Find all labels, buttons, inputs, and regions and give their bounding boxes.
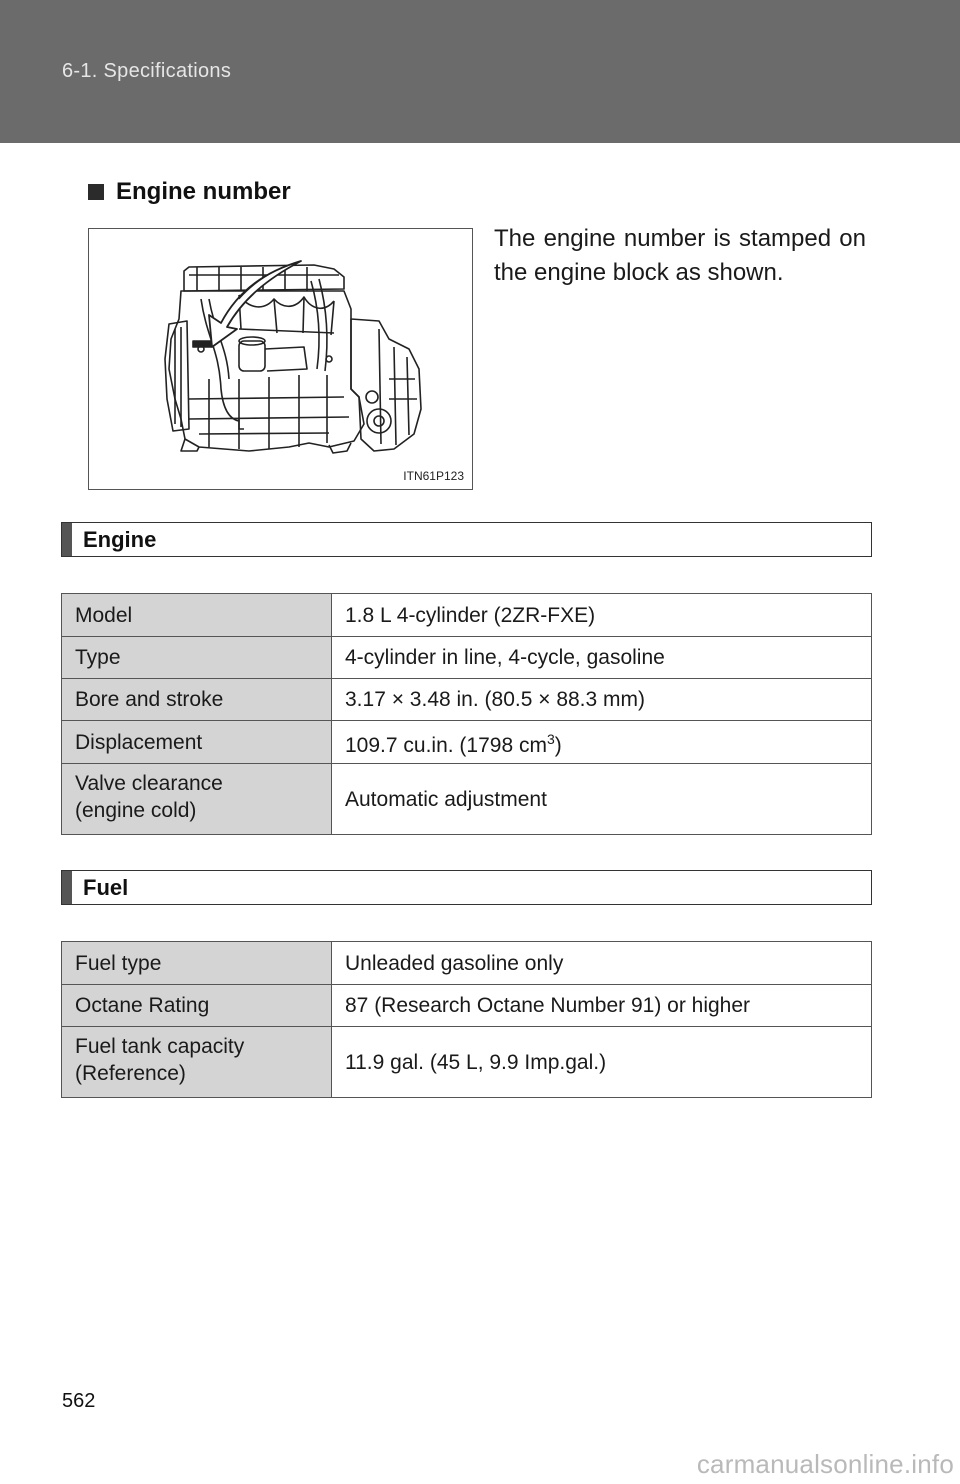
engine-number-heading [88,178,291,206]
spec-key: Type [62,637,332,679]
table-row [62,594,872,637]
spec-value: 4-cylinder in line, 4-cycle, gasoline [332,637,872,679]
engine-spec-table [61,593,872,835]
section-bar-mark [62,871,72,904]
spec-key: Bore and stroke [62,679,332,721]
engine-section-title: Engine [83,527,157,552]
table-row [62,1027,872,1098]
displacement-value: 109.7 cu.in. (1798 cm [345,733,547,757]
fuel-section-title: Fuel [83,875,129,900]
engine-figure [88,228,473,490]
spec-value: Unleaded gasoline only [332,942,872,985]
superscript: 3 [546,730,555,747]
table-row [62,721,872,764]
table-row [62,637,872,679]
watermark: carmanualsonline.info [696,1449,954,1479]
table-row [62,942,872,985]
spec-key: Displacement [62,721,332,764]
table-row [62,985,872,1027]
square-bullet-icon [88,184,104,200]
section-title: 6-1. Specifications [62,60,232,82]
spec-key-line1: Fuel tank capacity [75,1035,245,1058]
spec-key: Octane Rating [62,985,332,1027]
engine-number-description: The engine number is stamped on the engine block as shown. [494,225,866,286]
fuel-section-bar [61,870,872,905]
spec-key [62,1027,332,1098]
page-number: 562 [62,1390,96,1412]
spec-key: Fuel type [62,942,332,985]
spec-value: 1.8 L 4-cylinder (2ZR-FXE) [332,594,872,637]
table-row [62,764,872,835]
spec-value [332,721,872,764]
engine-number-heading-text: Engine number [116,178,291,205]
fuel-spec-table [61,941,872,1098]
spec-key [62,764,332,835]
engine-illustration [89,229,474,491]
spec-value: 3.17 × 3.48 in. (80.5 × 88.3 mm) [332,679,872,721]
spec-key-line1: Valve clearance [75,772,223,795]
header-band [0,0,960,143]
spec-key-line2: (Reference) [75,1062,186,1085]
figure-code: ITN61P123 [403,469,464,483]
displacement-close: ) [554,733,562,757]
engine-section-bar [61,522,872,557]
spec-value: 87 (Research Octane Number 91) or higher [332,985,872,1027]
section-bar-mark [62,523,72,556]
table-row [62,679,872,721]
spec-key: Model [62,594,332,637]
spec-value: Automatic adjustment [332,764,872,835]
spec-value: 11.9 gal. (45 L, 9.9 Imp.gal.) [332,1027,872,1098]
spec-key-line2: (engine cold) [75,799,197,822]
